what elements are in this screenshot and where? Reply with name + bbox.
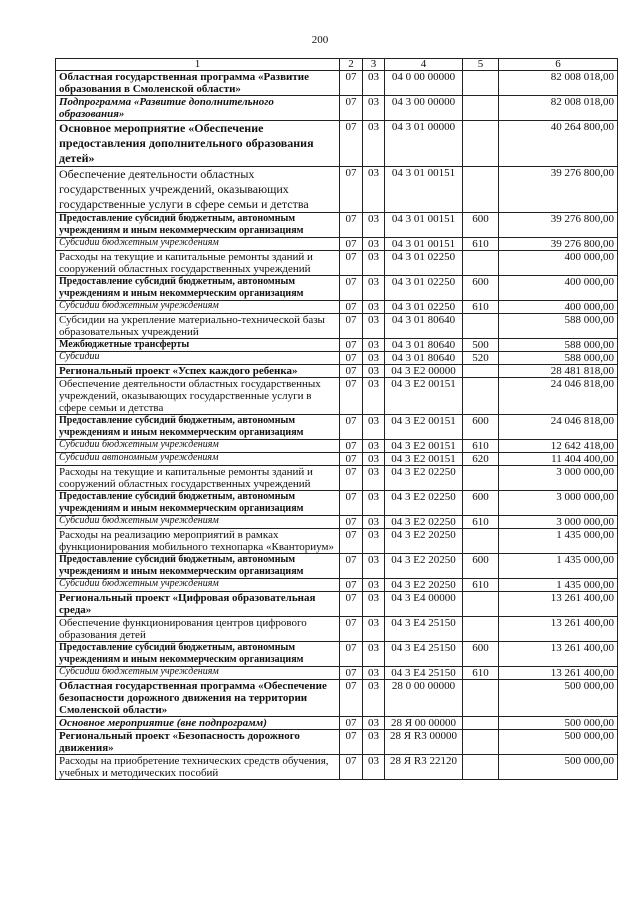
table-row [56, 529, 618, 554]
table-row [56, 276, 618, 301]
row-name-cell: Расходы на реализацию мероприятий в рамках функционирования мобильного технопарка «Кванториум» [56, 529, 340, 554]
row-amount-cell: 588 000,00 [499, 339, 618, 352]
budget-table [55, 58, 618, 780]
table-row [56, 617, 618, 642]
table-row [56, 592, 618, 617]
table-row [56, 642, 618, 667]
row-name-cell: Основное мероприятие (вне подпрограмм) [56, 717, 340, 730]
row-name-cell: Расходы на текущие и капитальные ремонты зданий и сооружений областных государственных учреждений [56, 466, 340, 491]
row-amount-cell: 1 435 000,00 [499, 579, 618, 592]
row-target-code-cell: 04 3 01 02250 [385, 276, 463, 301]
row-amount-cell: 400 000,00 [499, 301, 618, 314]
table-row [56, 680, 618, 717]
row-subsection-cell: 03 [363, 238, 385, 251]
row-expense-type-cell [463, 680, 499, 717]
row-name-cell: Подпрограмма «Развитие дополнительного образования» [56, 96, 340, 121]
row-target-code-cell: 28 Я R3 22120 [385, 755, 463, 780]
row-target-code-cell: 04 3 01 80640 [385, 339, 463, 352]
row-name-cell: Субсидии бюджетным учреждениям [56, 301, 340, 314]
row-expense-type-cell: 610 [463, 301, 499, 314]
row-expense-type-cell: 600 [463, 642, 499, 667]
row-amount-cell: 24 046 818,00 [499, 415, 618, 440]
row-expense-type-cell [463, 529, 499, 554]
row-subsection-cell: 03 [363, 579, 385, 592]
row-section-cell: 07 [340, 529, 363, 554]
row-subsection-cell: 03 [363, 516, 385, 529]
row-section-cell: 07 [340, 96, 363, 121]
row-subsection-cell: 03 [363, 617, 385, 642]
row-amount-cell: 24 046 818,00 [499, 378, 618, 415]
row-amount-cell: 588 000,00 [499, 314, 618, 339]
row-subsection-cell: 03 [363, 642, 385, 667]
table-row [56, 238, 618, 251]
row-section-cell: 07 [340, 642, 363, 667]
row-expense-type-cell: 620 [463, 453, 499, 466]
row-subsection-cell: 03 [363, 730, 385, 755]
row-name-cell: Расходы на приобретение технических средств обучения, учебных и методических пособий [56, 755, 340, 780]
header-col-6: 6 [499, 59, 618, 71]
row-section-cell: 07 [340, 717, 363, 730]
row-name-cell: Предоставление субсидий бюджетным, автономным учреждениям и иным некоммерческим организациям [56, 491, 340, 516]
row-section-cell: 07 [340, 440, 363, 453]
table-row [56, 365, 618, 378]
row-name-cell: Областная государственная программа «Развитие образования в Смоленской области» [56, 71, 340, 96]
row-subsection-cell: 03 [363, 71, 385, 96]
row-section-cell: 07 [340, 579, 363, 592]
table-row [56, 96, 618, 121]
table-row [56, 251, 618, 276]
table-row [56, 71, 618, 96]
row-name-cell: Региональный проект «Цифровая образовательная среда» [56, 592, 340, 617]
table-row [56, 516, 618, 529]
row-target-code-cell: 04 3 E2 20250 [385, 529, 463, 554]
row-target-code-cell: 04 3 01 80640 [385, 314, 463, 339]
row-target-code-cell: 28 Я R3 00000 [385, 730, 463, 755]
row-expense-type-cell: 520 [463, 352, 499, 365]
row-name-cell: Субсидии [56, 352, 340, 365]
row-target-code-cell: 04 3 E2 00151 [385, 378, 463, 415]
table-row [56, 466, 618, 491]
row-expense-type-cell [463, 314, 499, 339]
row-section-cell: 07 [340, 755, 363, 780]
row-target-code-cell: 04 3 E2 20250 [385, 554, 463, 579]
table-row [56, 554, 618, 579]
row-amount-cell: 3 000 000,00 [499, 491, 618, 516]
row-subsection-cell: 03 [363, 301, 385, 314]
row-amount-cell: 1 435 000,00 [499, 554, 618, 579]
row-name-cell: Расходы на текущие и капитальные ремонты зданий и сооружений областных государственных учреждений [56, 251, 340, 276]
row-name-cell: Областная государственная программа «Обеспечение безопасности дорожного движения на территории Смоленской области» [56, 680, 340, 717]
row-target-code-cell: 04 3 01 02250 [385, 251, 463, 276]
row-amount-cell: 13 261 400,00 [499, 642, 618, 667]
row-subsection-cell: 03 [363, 755, 385, 780]
row-subsection-cell: 03 [363, 453, 385, 466]
row-amount-cell: 400 000,00 [499, 251, 618, 276]
row-target-code-cell: 04 3 E4 25150 [385, 667, 463, 680]
row-section-cell: 07 [340, 667, 363, 680]
row-name-cell: Обеспечение деятельности областных государственных учреждений, оказывающих государственные услуги в сфере семьи и детства [56, 167, 340, 213]
row-name-cell: Субсидии бюджетным учреждениям [56, 440, 340, 453]
row-name-cell: Предоставление субсидий бюджетным, автономным учреждениям и иным некоммерческим организациям [56, 415, 340, 440]
row-amount-cell: 500 000,00 [499, 717, 618, 730]
row-expense-type-cell: 600 [463, 491, 499, 516]
row-amount-cell: 13 261 400,00 [499, 592, 618, 617]
row-subsection-cell: 03 [363, 491, 385, 516]
row-target-code-cell: 04 3 01 80640 [385, 352, 463, 365]
row-expense-type-cell: 610 [463, 516, 499, 529]
row-section-cell: 07 [340, 238, 363, 251]
row-amount-cell: 12 642 418,00 [499, 440, 618, 453]
row-name-cell: Основное мероприятие «Обеспечение предоставления дополнительного образования детей» [56, 121, 340, 167]
row-subsection-cell: 03 [363, 213, 385, 238]
row-subsection-cell: 03 [363, 440, 385, 453]
table-row [56, 301, 618, 314]
row-subsection-cell: 03 [363, 352, 385, 365]
row-expense-type-cell: 610 [463, 440, 499, 453]
row-amount-cell: 28 481 818,00 [499, 365, 618, 378]
row-subsection-cell: 03 [363, 592, 385, 617]
row-target-code-cell: 04 3 00 00000 [385, 96, 463, 121]
row-target-code-cell: 04 3 01 00151 [385, 167, 463, 213]
row-expense-type-cell: 500 [463, 339, 499, 352]
table-body [56, 71, 618, 780]
row-expense-type-cell: 600 [463, 554, 499, 579]
row-target-code-cell: 04 3 E4 25150 [385, 642, 463, 667]
table-row [56, 491, 618, 516]
row-name-cell: Субсидии автономным учреждениям [56, 453, 340, 466]
row-name-cell: Субсидии бюджетным учреждениям [56, 516, 340, 529]
row-section-cell: 07 [340, 314, 363, 339]
row-section-cell: 07 [340, 167, 363, 213]
header-col-1: 1 [56, 59, 340, 71]
row-subsection-cell: 03 [363, 365, 385, 378]
row-expense-type-cell [463, 251, 499, 276]
header-col-4: 4 [385, 59, 463, 71]
row-amount-cell: 82 008 018,00 [499, 96, 618, 121]
row-section-cell: 07 [340, 554, 363, 579]
row-expense-type-cell [463, 466, 499, 491]
table-row [56, 755, 618, 780]
page-number: 200 [311, 34, 329, 46]
header-col-2: 2 [340, 59, 363, 71]
row-target-code-cell: 04 3 01 00000 [385, 121, 463, 167]
row-name-cell: Субсидии бюджетным учреждениям [56, 579, 340, 592]
table-row [56, 730, 618, 755]
table-row [56, 440, 618, 453]
row-expense-type-cell [463, 592, 499, 617]
row-expense-type-cell [463, 755, 499, 780]
row-section-cell: 07 [340, 276, 363, 301]
row-target-code-cell: 04 3 01 00151 [385, 213, 463, 238]
row-section-cell: 07 [340, 516, 363, 529]
row-subsection-cell: 03 [363, 529, 385, 554]
row-name-cell: Субсидии бюджетным учреждениям [56, 238, 340, 251]
row-name-cell: Предоставление субсидий бюджетным, автономным учреждениям и иным некоммерческим организациям [56, 213, 340, 238]
row-amount-cell: 500 000,00 [499, 680, 618, 717]
row-amount-cell: 39 276 800,00 [499, 213, 618, 238]
row-section-cell: 07 [340, 491, 363, 516]
row-subsection-cell: 03 [363, 251, 385, 276]
row-amount-cell: 13 261 400,00 [499, 667, 618, 680]
row-section-cell: 07 [340, 415, 363, 440]
row-target-code-cell: 04 0 00 00000 [385, 71, 463, 96]
row-target-code-cell: 04 3 E2 00000 [385, 365, 463, 378]
row-section-cell: 07 [340, 352, 363, 365]
row-subsection-cell: 03 [363, 167, 385, 213]
row-subsection-cell: 03 [363, 415, 385, 440]
row-target-code-cell: 04 3 01 00151 [385, 238, 463, 251]
row-subsection-cell: 03 [363, 96, 385, 121]
row-target-code-cell: 04 3 E2 20250 [385, 579, 463, 592]
row-amount-cell: 500 000,00 [499, 755, 618, 780]
row-target-code-cell: 04 3 E4 25150 [385, 617, 463, 642]
row-name-cell: Региональный проект «Безопасность дорожного движения» [56, 730, 340, 755]
row-subsection-cell: 03 [363, 314, 385, 339]
row-expense-type-cell [463, 121, 499, 167]
row-expense-type-cell [463, 617, 499, 642]
row-subsection-cell: 03 [363, 276, 385, 301]
row-name-cell: Межбюджетные трансферты [56, 339, 340, 352]
row-subsection-cell: 03 [363, 680, 385, 717]
row-name-cell: Субсидии бюджетным учреждениям [56, 667, 340, 680]
table-row [56, 579, 618, 592]
row-name-cell: Предоставление субсидий бюджетным, автономным учреждениям и иным некоммерческим организациям [56, 276, 340, 301]
table-row [56, 378, 618, 415]
row-expense-type-cell [463, 730, 499, 755]
row-subsection-cell: 03 [363, 121, 385, 167]
row-amount-cell: 588 000,00 [499, 352, 618, 365]
row-amount-cell: 400 000,00 [499, 276, 618, 301]
row-target-code-cell: 04 3 E2 02250 [385, 491, 463, 516]
row-amount-cell: 11 404 400,00 [499, 453, 618, 466]
header-col-3: 3 [363, 59, 385, 71]
table-header-row [56, 59, 618, 71]
row-subsection-cell: 03 [363, 339, 385, 352]
row-expense-type-cell [463, 71, 499, 96]
header-col-5: 5 [463, 59, 499, 71]
row-amount-cell: 39 276 800,00 [499, 238, 618, 251]
table-row [56, 314, 618, 339]
row-name-cell: Предоставление субсидий бюджетным, автономным учреждениям и иным некоммерческим организациям [56, 642, 340, 667]
row-name-cell: Предоставление субсидий бюджетным, автономным учреждениям и иным некоммерческим организациям [56, 554, 340, 579]
row-name-cell: Обеспечение функционирования центров цифрового образования детей [56, 617, 340, 642]
table-row [56, 213, 618, 238]
row-expense-type-cell: 600 [463, 415, 499, 440]
row-section-cell: 07 [340, 301, 363, 314]
row-section-cell: 07 [340, 592, 363, 617]
row-section-cell: 07 [340, 339, 363, 352]
row-expense-type-cell [463, 378, 499, 415]
row-target-code-cell: 28 0 00 00000 [385, 680, 463, 717]
row-subsection-cell: 03 [363, 378, 385, 415]
table-row [56, 453, 618, 466]
row-section-cell: 07 [340, 680, 363, 717]
row-section-cell: 07 [340, 466, 363, 491]
table-row [56, 121, 618, 167]
row-name-cell: Субсидии на укрепление материально-технической базы образовательных учреждений [56, 314, 340, 339]
table-row [56, 339, 618, 352]
row-amount-cell: 82 008 018,00 [499, 71, 618, 96]
row-target-code-cell: 04 3 E2 02250 [385, 516, 463, 529]
row-expense-type-cell: 610 [463, 579, 499, 592]
row-section-cell: 07 [340, 71, 363, 96]
row-target-code-cell: 04 3 E2 02250 [385, 466, 463, 491]
table-row [56, 667, 618, 680]
row-section-cell: 07 [340, 453, 363, 466]
row-section-cell: 07 [340, 121, 363, 167]
row-section-cell: 07 [340, 378, 363, 415]
table-row [56, 717, 618, 730]
row-target-code-cell: 04 3 E2 00151 [385, 415, 463, 440]
row-target-code-cell: 04 3 01 02250 [385, 301, 463, 314]
row-expense-type-cell [463, 717, 499, 730]
row-subsection-cell: 03 [363, 667, 385, 680]
table-row [56, 415, 618, 440]
row-amount-cell: 3 000 000,00 [499, 516, 618, 529]
row-subsection-cell: 03 [363, 717, 385, 730]
row-amount-cell: 500 000,00 [499, 730, 618, 755]
row-target-code-cell: 04 3 E2 00151 [385, 453, 463, 466]
row-target-code-cell: 28 Я 00 00000 [385, 717, 463, 730]
row-expense-type-cell: 600 [463, 276, 499, 301]
row-target-code-cell: 04 3 E4 00000 [385, 592, 463, 617]
row-section-cell: 07 [340, 617, 363, 642]
row-section-cell: 07 [340, 365, 363, 378]
row-expense-type-cell [463, 96, 499, 121]
row-expense-type-cell [463, 167, 499, 213]
row-subsection-cell: 03 [363, 554, 385, 579]
row-expense-type-cell: 600 [463, 213, 499, 238]
row-section-cell: 07 [340, 213, 363, 238]
table-row [56, 167, 618, 213]
row-amount-cell: 39 276 800,00 [499, 167, 618, 213]
row-amount-cell: 13 261 400,00 [499, 617, 618, 642]
row-expense-type-cell [463, 365, 499, 378]
table-row [56, 352, 618, 365]
row-amount-cell: 40 264 800,00 [499, 121, 618, 167]
row-amount-cell: 3 000 000,00 [499, 466, 618, 491]
row-target-code-cell: 04 3 E2 00151 [385, 440, 463, 453]
row-section-cell: 07 [340, 251, 363, 276]
row-section-cell: 07 [340, 730, 363, 755]
row-subsection-cell: 03 [363, 466, 385, 491]
row-expense-type-cell: 610 [463, 667, 499, 680]
row-name-cell: Обеспечение деятельности областных государственных учреждений, оказывающих государственные услуги в сфере семьи и детства [56, 378, 340, 415]
row-expense-type-cell: 610 [463, 238, 499, 251]
row-name-cell: Региональный проект «Успех каждого ребенка» [56, 365, 340, 378]
row-amount-cell: 1 435 000,00 [499, 529, 618, 554]
